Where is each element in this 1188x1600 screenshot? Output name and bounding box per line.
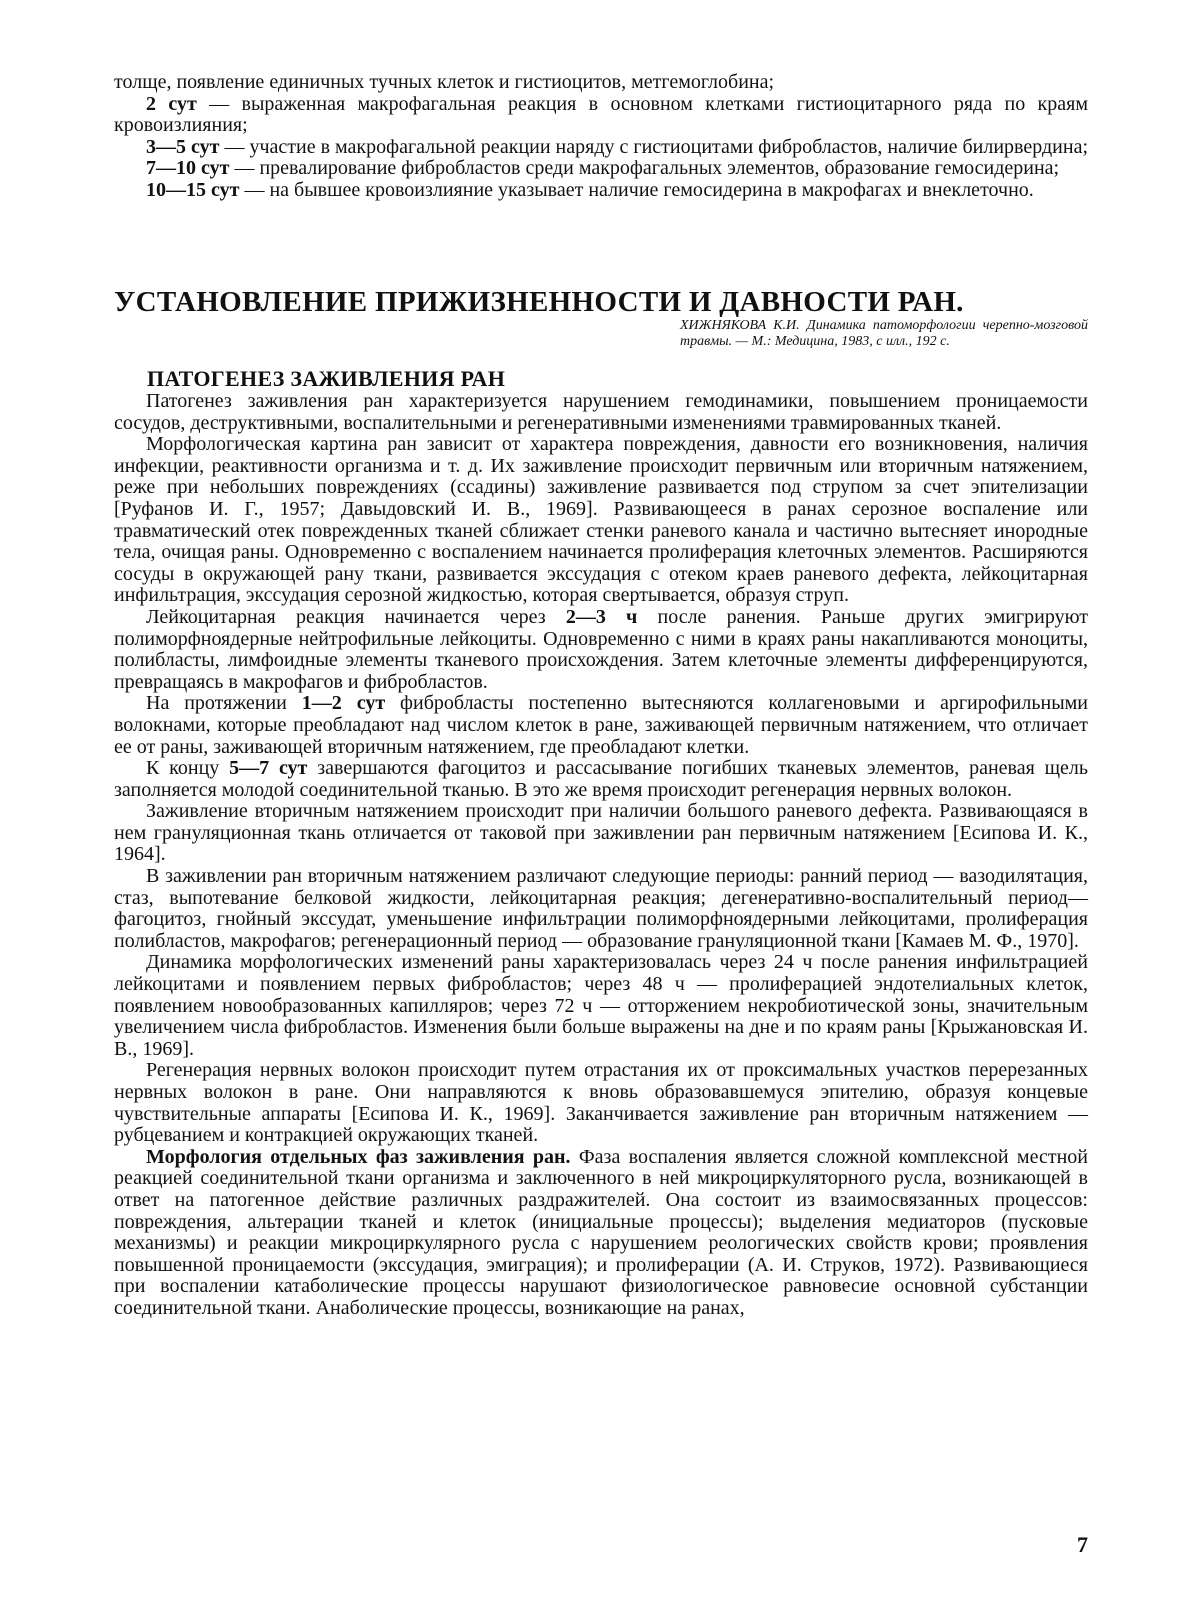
citation: ХИЖНЯКОВА К.И. Динамика патоморфологии черепно-мозговой травмы. — М.: Медицина, 1983, с илл., 192 с.	[680, 318, 1088, 349]
body-text	[114, 391, 1088, 1320]
text-run: завершаются фагоцитоз и рассасывание погибших тканевых элементов, раневая щель заполняется молодой соединительной тканью. В это же время происходит регенерация нервных волокон.	[114, 757, 1089, 801]
text-run: К концу	[146, 757, 230, 780]
text-run: фибробласты постепенно вытесняются коллагеновыми и аргирофильными волокнами, которые преобладают над числом клеток в ране, заживающей первичным натяжением, что отличает ее от раны, заживающей вторичным натяжением, где преобладают клетки.	[114, 692, 1088, 758]
period-term: 10—15 сут	[146, 178, 240, 201]
paragraph	[114, 693, 1088, 758]
page-title: УСТАНОВЛЕНИЕ ПРИЖИЗНЕННОСТИ И ДАВНОСТИ РАН.	[114, 286, 964, 318]
emphasis: 2—3 ч	[565, 605, 638, 628]
periods-list	[114, 72, 1088, 202]
page-number: 7	[1077, 1532, 1088, 1557]
subsection-title: Морфология отдельных фаз заживления ран.	[146, 1145, 571, 1168]
paragraph	[114, 1147, 1088, 1320]
paragraph: Патогенез заживления ран характеризуется нарушением гемодинамики, повышением проницаемости сосудов, деструктивными, воспалительными и регенеративными изменениями травмированных тканей.	[114, 390, 1088, 434]
section-heading: ПАТОГЕНЕЗ ЗАЖИВЛЕНИЯ РАН	[147, 366, 506, 391]
period-text: — выраженная макрофагальная реакция в основном клетками гистиоцитарного ряда по краям кровоизлияния;	[114, 92, 1088, 137]
paragraph	[114, 607, 1088, 693]
period-term: 3—5 сут	[146, 135, 220, 158]
list-item	[114, 158, 1088, 180]
list-item	[114, 137, 1088, 159]
period-text: — участие в макрофагальной реакции наряду с гистиоцитами фибробластов, наличие билирвердина;	[219, 135, 1089, 158]
paragraph: Заживление вторичным натяжением происходит при наличии большого раневого дефекта. Развивающаяся в нем грануляционная ткань отличается от таковой при заживлении ран первичным натяжением [Есипова И. К., 1964].	[114, 800, 1088, 866]
period-text: — на бывшее кровоизлияние указывает наличие гемосидерина в макрофагах и внеклеточно.	[239, 178, 1034, 201]
text-run: Фаза воспаления является сложной комплексной местной реакцией соединительной ткани организма и заключенного в ней микроциркуляторного русла, возникающей в ответ на патогенное действие различных раздражителей. Она состоит из взаимосвязанных процессов: повреждения, альтерации тканей и клеток (инициальные процессы); выделения медиаторов (пусковые механизмы) и реакции микроциркулярного русла с нарушением реологических свойств крови; проявления повышенной проницаемости (экссудация, эмиграция); и пролиферации (А. И. Струков, 1972). Развивающиеся при воспалении катаболические процессы нарушают физиологическое равновесие основной субстанции соединительной ткани. Анаболические процессы, возникающие на ранах,	[114, 1145, 1088, 1319]
text-run: после ранения. Раньше других эмигрируют полиморфноядерные нейтрофильные лейкоциты. Одновременно с ними в краях раны накапливаются моноциты, полибласты, лимфоидные элементы тканевого происхождения. Затем клеточные элементы дифференцируются, превращаясь в макрофагов и фибробластов.	[114, 605, 1088, 693]
list-item: толще, появление единичных тучных клеток и гистиоцитов, метгемоглобина;	[114, 71, 775, 93]
paragraph	[114, 758, 1088, 801]
emphasis: 1—2 сут	[301, 692, 386, 715]
paragraph: Морфологическая картина ран зависит от характера повреждения, давности его возникновения, наличия инфекции, реактивности организма и т. д. Их заживление происходит первичным или вторичным натяжением, реже при небольших повреждениях (ссадины) заживление развивается под струпом за счет эпителизации [Руфанов И. Г., 1957; Давыдовский И. В., 1969]. Развивающееся в ранах серозное воспаление или травматический отек поврежденных тканей сближает стенки раневого канала и частично вытесняет инородные тела, очищая раны. Одновременно с воспалением начинается пролиферация клеточных элементов. Расширяются сосуды в окружающей рану ткани, развивается экссудация с отеком краев раневого дефекта, лейкоцитарная инфильтрация, экссудация серозной жидкостью, которая свертывается, образуя струп.	[114, 433, 1088, 607]
paragraph: Динамика морфологических изменений раны характеризовалась через 24 ч после ранения инфильтрацией лейкоцитами и появлением первых фибробластов; через 48 ч — пролиферацией эндотелиальных клеток, появлением новообразованных капилляров; через 72 ч — отторжением некробиотической зоны, значительным увеличением числа фибробластов. Изменения были больше выражены на дне и по краям раны [Крыжановская И. В., 1969].	[114, 951, 1088, 1060]
list-item	[114, 94, 1088, 137]
period-term: 2 сут	[146, 92, 197, 115]
text-run: На протяжении	[146, 692, 302, 715]
paragraph: В заживлении ран вторичным натяжением различают следующие периоды: ранний период — вазодилятация, стаз, выпотевание белковой жидкости, лейкоцитарная реакция; дегенеративно-воспалительный период—фагоцитоз, гнойный экссудат, уменьшение инфильтрации полиморфноядерными лейкоцитами, пролиферация полибластов, макрофагов; регенерационный период — образование грануляционной ткани [Камаев М. Ф., 1970].	[114, 865, 1088, 952]
period-text: — превалирование фибробластов среди макрофагальных элементов, образование гемосидерина;	[229, 157, 1060, 180]
text-run: Лейкоцитарная реакция начинается через	[146, 605, 566, 628]
list-item	[114, 180, 1088, 202]
paragraph: Регенерация нервных волокон происходит путем отрастания их от проксимальных участков перерезанных нервных волокон в ране. Они направляются к вновь образовавшемуся эпителию, образуя концевые чувствительные аппараты [Есипова И. К., 1969]. Заканчивается заживление ран вторичным натяжением — рубцеванием и контракцией окружающих тканей.	[114, 1059, 1088, 1147]
period-term: 7—10 сут	[146, 157, 230, 180]
emphasis: 5—7 сут	[229, 757, 308, 780]
